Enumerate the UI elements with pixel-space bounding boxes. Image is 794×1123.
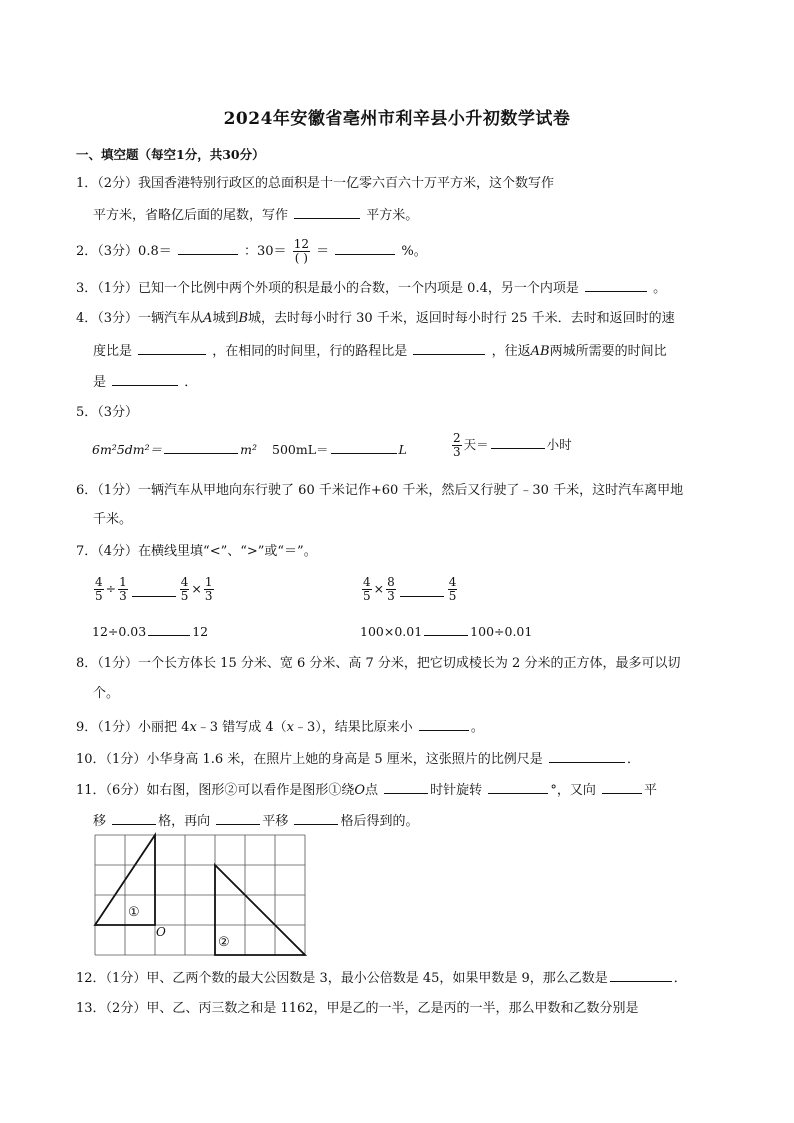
question-9-text-d: 。 [470,720,484,735]
question-5-part-1 [92,440,257,459]
question-5-label: 5．（3分） [76,405,139,420]
question-11-text-e: 平 [643,783,657,798]
answer-blank[interactable] [585,278,647,292]
page-title: 2024年安徽省亳州市利辛县小升初数学试卷 [223,109,571,129]
question-8-line-1: 8．（1分）一个长方体长 15 分米、宽 6 分米、高 7 分米，把它切成棱长为 2 分米的正方体，最多可以切 [76,656,681,671]
variable-o: O [354,783,365,798]
question-12-text-a: 12．（1分）甲、乙两个数的最大公因数是 3，最小公倍数是 45，如果甲数是 9，那么乙数是 [76,971,608,986]
point-o-label: O [156,925,166,939]
answer-blank[interactable] [419,717,469,731]
answer-blank[interactable] [112,811,156,825]
operator: × [191,581,202,596]
fraction-numerator: 4 [180,575,189,589]
question-4-text-b: 城到 [212,311,239,326]
answer-blank[interactable] [294,205,360,219]
question-4-text-d: 度比是 [93,344,133,359]
fraction-denominator: 3 [453,445,461,459]
fraction-denominator: 3 [119,589,127,603]
answer-blank[interactable] [488,780,548,794]
question-5-unit-1: m² [240,442,258,457]
question-5-part-3 [450,432,572,459]
question-11-text-g: 格，再向 [158,814,211,829]
question-7-expr-3-left: 12÷0.03 [92,624,147,639]
question-10-text-a: 10．（1分）小华身高 1.6 米，在照片上她的身高是 5 厘米，这张照片的比例尺是 [76,752,543,767]
triangle-1-label: ① [128,905,140,920]
question-2-text-d: %。 [401,244,427,259]
fraction-denominator: ( ) [294,251,308,265]
answer-blank[interactable] [424,622,468,636]
question-11-line-2 [93,811,418,831]
question-3 [76,278,666,298]
question-13-line-1: 13．（2分）甲、乙、丙三数之和是 1162，甲是乙的一半，乙是丙的一半，那么甲数和乙数分别是 [76,1001,639,1016]
question-9 [76,717,484,737]
question-12-text-b: ． [673,971,687,986]
question-5-part-2 [272,440,407,459]
fraction-numerator: 1 [204,575,213,589]
answer-blank[interactable] [602,780,642,794]
fraction-numerator: 4 [448,575,457,589]
question-4-text-e: ，在相同的时间里，行的路程比是 [212,344,408,359]
question-11-text-f: 移 [93,814,107,829]
question-5-unit-3: 小时 [546,437,572,452]
variable-ab: AB [530,344,550,359]
question-8-line-2: 个。 [93,686,120,701]
fraction-denominator: 5 [363,589,371,603]
answer-blank[interactable] [491,435,545,449]
question-12 [76,968,687,988]
question-4-text-i: ． [184,375,198,390]
question-7-expr-3-right: 12 [192,624,209,639]
question-7-label: 7．（4分）在横线里填“<”、“>”或“＝”。 [76,544,317,559]
answer-blank[interactable] [138,341,206,355]
fraction [204,576,214,603]
question-7-expr-4-left: 100×0.01 [360,624,423,639]
operator: × [373,581,385,596]
question-9-text-c: ﹣3），结果比原来小 [293,720,413,735]
grid-lines [95,835,305,955]
variable-a: A [203,311,213,326]
question-11-text-b: 点 [365,783,379,798]
question-11-text-a: 11．（6分）如右图，图形②可以看作是图形①绕 [76,783,355,798]
question-11-text-d: °，又向 [550,783,596,798]
question-11-line-1 [76,780,657,800]
answer-blank[interactable] [549,749,625,763]
fraction [293,238,310,265]
question-1-text-b: 平方米。 [366,208,419,223]
fraction-denominator: 3 [387,589,395,603]
question-3-text-a: 3．（1分）已知一个比例中两个外项的积是最小的合数，一个内项是 0.4，另一个内项是 [76,281,579,296]
question-4-line-1 [76,310,675,328]
question-11-text-c: 时针旋转 [430,783,483,798]
answer-blank[interactable] [216,811,260,825]
fraction-numerator: 2 [453,431,461,445]
question-4-text-g: 两城所需要的时间比 [549,344,667,359]
answer-blank[interactable] [294,811,338,825]
answer-blank[interactable] [178,241,238,255]
variable-x: x [189,720,197,735]
section-heading: 一、填空题（每空1分，共30分） [76,147,265,162]
question-1-line-1: 1．（2分）我国香港特别行政区的总面积是十一亿零六百六十万平方米，这个数写作 [76,176,555,191]
question-7-expr-3 [92,622,208,641]
question-3-text-b: 。 [653,281,667,296]
question-4-line-2 [93,341,667,361]
fraction-denominator: 5 [180,589,189,603]
question-7-expr-4 [360,622,532,641]
fraction-numerator: 12 [293,237,309,251]
fraction-denominator: 3 [204,589,213,603]
answer-blank[interactable] [413,341,485,355]
question-5-expr-1: 6m²5dm²＝ [92,442,163,457]
question-4-line-3 [93,372,197,392]
fraction [448,576,458,603]
answer-blank[interactable] [112,372,178,386]
variable-x: x [286,720,294,735]
question-2 [76,238,427,265]
question-2-text-a: 2．（3分）0.8＝ [76,244,172,259]
answer-blank[interactable] [610,968,672,982]
question-10-text-b: ． [626,752,640,767]
fraction-numerator: 8 [387,575,395,589]
fraction [94,576,104,603]
fraction-numerator: 4 [95,575,103,589]
fraction [180,576,190,603]
answer-blank[interactable] [335,241,395,255]
question-2-text-b: ：30＝ [244,244,287,259]
fraction [118,576,128,603]
question-7-expr-1 [92,576,216,603]
question-4-text-h: 是 [93,375,107,390]
question-11-text-i: 格后得到的。 [340,814,419,829]
answer-blank[interactable] [384,780,428,794]
question-7-expr-2 [360,576,459,603]
fraction [362,576,372,603]
answer-blank[interactable] [331,440,397,454]
answer-blank[interactable] [164,440,238,454]
question-2-text-c: ＝ [316,244,330,259]
question-5-unit-2: L [398,442,407,457]
fraction [452,432,462,459]
answer-blank[interactable] [148,622,190,636]
question-1-text-a: 平方米，省略亿后面的尾数，写作 [93,208,289,223]
question-4-text-f: ，往返 [491,344,531,359]
question-6-line-1: 6．（1分）一辆汽车从甲地向东行驶了 60 千米记作+60 千米，然后又行驶了﹣30 千米，这时汽车离甲地 [76,483,684,498]
answer-blank[interactable] [400,583,444,597]
question-7-expr-4-right: 100÷0.01 [470,624,533,639]
question-6-line-2: 千米。 [93,512,133,527]
question-10 [76,749,640,769]
fraction-denominator: 5 [95,589,103,603]
question-5-expr-3: 天＝ [463,437,489,452]
question-9-text-b: ﹣3 错写成 4（ [196,720,287,735]
fraction-denominator: 5 [448,589,457,603]
question-9-text-a: 9．（1分）小丽把 4 [76,720,190,735]
fraction-numerator: 4 [363,575,371,589]
variable-b: B [238,311,249,326]
triangle-2-label: ② [218,935,230,950]
fraction-numerator: 1 [119,575,127,589]
rotation-grid-figure [90,832,310,960]
question-5-expr-2: 500mL＝ [272,442,329,457]
question-4-text-a: 4．（3分）一辆汽车从 [76,311,204,326]
question-11-text-h: 平移 [262,814,289,829]
question-4-text-c: 城，去时每小时行 30 千米，返回时每小时行 25 千米．去时和返回时的速 [248,311,675,326]
question-1-line-2 [93,205,418,225]
operator: ÷ [105,581,117,596]
answer-blank[interactable] [132,583,176,597]
fraction [386,576,396,603]
